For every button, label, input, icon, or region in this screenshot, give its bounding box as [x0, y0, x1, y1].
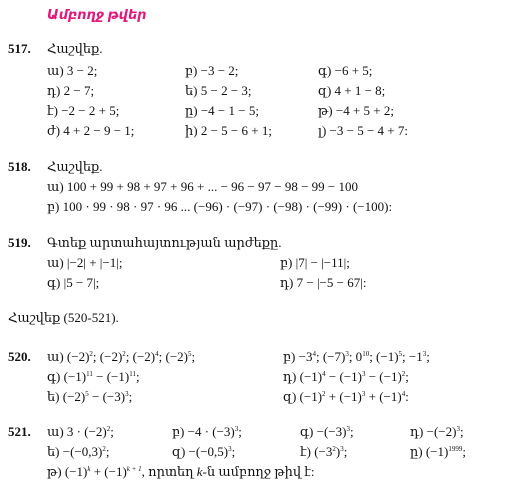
section-heading: Ամբողջ թվեր — [47, 7, 147, 22]
p521-item-i: թ) $(-1)^k + (-1)^{k + 1}$, որտեղ k-ն ամբողջ թիվ է: — [47, 464, 315, 479]
p521-item-c: գ) $-(-3)^3$; — [300, 424, 354, 439]
p517-item-h: ը) −4 − 1 − 5; — [185, 103, 259, 118]
p518-item-b: բ) 100 · 99 · 98 · 97 · 96 ... (−96) · (−97) · (−98) · (−99) · (−100): — [47, 199, 393, 214]
p519-item-d: դ) 7 − |−5 − 67|: — [280, 275, 367, 290]
p517-item-f: զ) 4 + 1 − 8; — [318, 83, 386, 98]
p521-item-h: ը) $(-1)^{1999}$; — [410, 444, 466, 459]
p521-item-a: ա) $3 \cdot (-2)^2$; — [47, 424, 114, 439]
p517-item-l: լ) −3 − 5 − 4 + 7: — [318, 123, 408, 138]
problem-518-title: Հաշվեք. — [47, 159, 103, 174]
p521-item-f: զ) $-(-0,5)^3$; — [172, 444, 236, 459]
problem-520-number: 520. — [8, 349, 31, 364]
p519-item-c: գ) |5 − 7|; — [47, 275, 100, 290]
p517-item-e: ե) 5 − 2 − 3; — [185, 83, 252, 98]
p521-item-d: դ) $-(-2)^3$; — [410, 424, 464, 439]
problem-517-title: Հաշվեք. — [47, 41, 103, 56]
problem-518-number: 518. — [8, 159, 31, 174]
p520-item-a: ա) $(-2)^2$; $(-2)^2$; $(-2)^4$; $(-2)^5$; — [47, 349, 196, 364]
p517-item-i: թ) −4 + 5 + 2; — [318, 103, 394, 118]
p521-item-b: բ) $-4 \cdot (-3)^3$; — [172, 424, 242, 439]
p517-item-k: ի) 2 − 5 − 6 + 1; — [185, 123, 272, 138]
p521-item-g: է) $(-3^2)^3$; — [300, 444, 348, 459]
problem-519-number: 519. — [8, 235, 31, 250]
p521-item-e: ե) $-(-0,3)^2$; — [47, 444, 110, 459]
p520-item-f: զ) $(-1)^2 + (-1)^3 + (-1)^4$: — [283, 389, 409, 404]
p520-item-b: բ) $-3^4$; $(-7)^3$; $0^{10}$; $(-1)^5$; $-1^3$; — [283, 349, 430, 364]
p517-item-c: գ) −6 + 5; — [318, 63, 373, 78]
problem-519-title: Գտեք արտահայտության արժեքը. — [47, 235, 282, 250]
p517-item-j: ժ) 4 + 2 − 9 − 1; — [47, 123, 135, 138]
p518-item-a: ա) 100 + 99 + 98 + 97 + 96 + ... − 96 − 97 − 98 − 99 − 100 — [47, 179, 358, 194]
p517-item-d: դ) 2 − 7; — [47, 83, 95, 98]
problem-517-number: 517. — [8, 41, 31, 56]
p519-item-b: բ) |7| − |−11|; — [280, 255, 350, 270]
p520-item-c: գ) $(-1)^{11} - (-1)^{11}$; — [47, 369, 140, 384]
group-heading: Հաշվեք (520-521). — [8, 310, 119, 325]
p520-item-d: դ) $(-1)^4 - (-1)^3 - (-1)^2$; — [283, 369, 409, 384]
p519-item-a: ա) |−2| + |−1|; — [47, 255, 123, 270]
p517-item-g: է) −2 − 2 + 5; — [47, 103, 120, 118]
p517-item-b: բ) −3 − 2; — [185, 63, 239, 78]
problem-521-number: 521. — [8, 424, 31, 439]
p517-item-a: ա) 3 − 2; — [47, 63, 98, 78]
p520-item-e: ե) $(-2)^5 - (-3)^3$; — [47, 389, 133, 404]
